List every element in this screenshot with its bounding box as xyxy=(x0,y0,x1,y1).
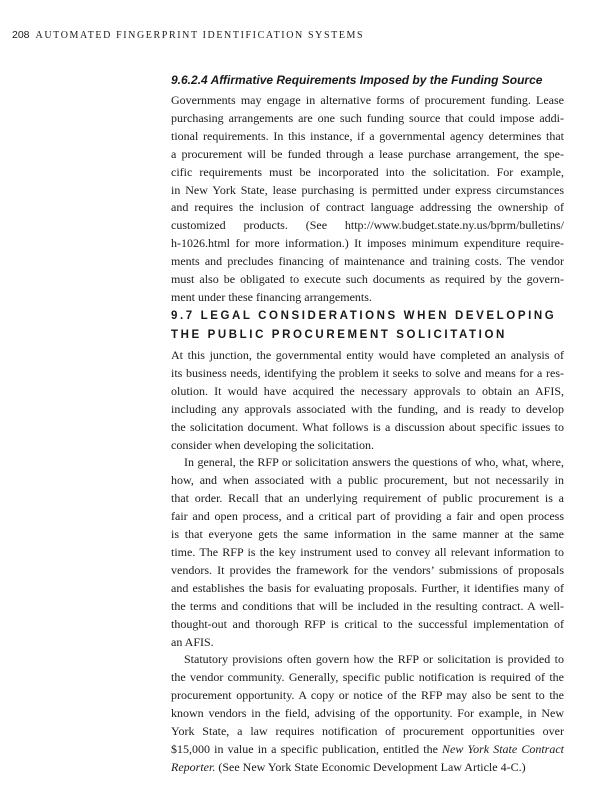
text-line: vendors. It provides the framework for the vendors’ submissions of proposals xyxy=(171,562,564,577)
text-line: purchasing arrangements are one such funding source that could impose addi- xyxy=(171,110,564,125)
text-line: ment under these financing arrangements. xyxy=(171,289,372,304)
text-line: its business needs, identifying the problem it seeks to solve and means for a res- xyxy=(171,365,564,380)
section-title xyxy=(171,307,556,344)
text-line: thought-out and thorough RFP is critical to the successful implementation of xyxy=(171,616,564,631)
subsection-paragraph xyxy=(171,92,564,307)
text-run: $15,000 in value in a specific publication, entitled the xyxy=(171,741,443,756)
text-line: cific requirements must be incorporated into the solicitation. For example, xyxy=(171,164,564,179)
text-line: that order. Recall that an underlying requirement of public procurement is a xyxy=(171,491,564,506)
publication-title: Reporter. xyxy=(171,759,216,774)
text-line: Statutory provisions often govern how the RFP or solicitation is provided to xyxy=(184,652,564,667)
text-line: consider when developing the solicitation. xyxy=(171,437,374,452)
text-line: an AFIS. xyxy=(171,634,214,649)
subsection-heading: 9.6.2.4 Affirmative Requirements Imposed by the Funding Source xyxy=(171,73,543,87)
text-line: must also be obligated to execute such documents as required by the govern- xyxy=(171,272,564,287)
text-line: is that everyone gets the same information in the same manner at the same xyxy=(171,527,564,542)
section-title-line-2: THE PUBLIC PROCUREMENT SOLICITATION xyxy=(171,328,507,341)
text-line: procurement opportunity. A copy or notice of the RFP may also be sent to the xyxy=(171,688,564,703)
text-line: h-1026.html for more information.) It imposes minimum expenditure require- xyxy=(171,236,564,251)
page-number: 208 xyxy=(12,29,30,41)
text-line: a procurement will be funded through a lease purchase arrangement, the spe- xyxy=(171,146,564,161)
running-head xyxy=(12,29,364,41)
text-line: and requires the inclusion of contract language addressing the ownership of xyxy=(171,200,564,215)
text-line: fair and open process, and a critical part of providing a fair and open process xyxy=(171,509,564,524)
text-line: ments and precludes financing of maintenance and training costs. The vendor xyxy=(171,254,564,269)
section-title-line-1: 9.7 LEGAL CONSIDERATIONS WHEN DEVELOPING xyxy=(171,310,557,322)
text-line: known vendors in the field, advising of the opportunity. For example, in New xyxy=(171,706,564,721)
text-line: tional requirements. In this instance, if a governmental agency determines that xyxy=(171,128,564,143)
text-line: customized products. (See http://www.budget.state.ny.us/bprm/bulletins/ xyxy=(171,218,564,233)
publication-title: New York State Contract xyxy=(442,741,564,756)
text-line: In general, the RFP or solicitation answers the questions of who, what, where, xyxy=(184,455,564,470)
text-line: in New York State, lease purchasing is permitted under express circumstances xyxy=(171,182,564,197)
paragraph-1 xyxy=(171,347,564,454)
text-line: At this junction, the governmental entity would have completed an analysis of xyxy=(171,348,564,362)
running-title: AUTOMATED FINGERPRINT IDENTIFICATION SYSTEMS xyxy=(35,30,365,41)
section-body xyxy=(171,347,564,777)
text-run: (See New York State Economic Development Law Article 4-C.) xyxy=(215,759,526,774)
text-line: the terms and conditions that will be included in the resulting contract. A well- xyxy=(171,598,564,613)
text-line: the solicitation document. What follows is a discussion about specific issues to xyxy=(171,419,564,434)
text-line: the vendor community. Generally, specific public notification is required of the xyxy=(171,670,564,685)
text-line xyxy=(171,759,564,777)
text-line: time. The RFP is the key instrument used to convey all relevant information to xyxy=(171,544,564,559)
text-line: York State, a law requires notification of procurement opportunities over xyxy=(171,724,564,739)
paragraph-3 xyxy=(171,651,564,776)
text-line: olution. It would have acquired the necessary approvals to obtain an AFIS, xyxy=(171,383,564,398)
paragraph-2 xyxy=(171,454,564,651)
text-line: Governments may engage in alternative forms of procurement funding. Lease xyxy=(171,93,564,107)
text-line xyxy=(171,741,564,759)
text-line: and establishes the basis for evaluating proposals. Further, it identifies many of xyxy=(171,580,564,595)
text-line: how, and when associated with a public procurement, but not necessarily in xyxy=(171,473,564,488)
text-line: including any approvals associated with the funding, and is ready to develop xyxy=(171,401,564,416)
